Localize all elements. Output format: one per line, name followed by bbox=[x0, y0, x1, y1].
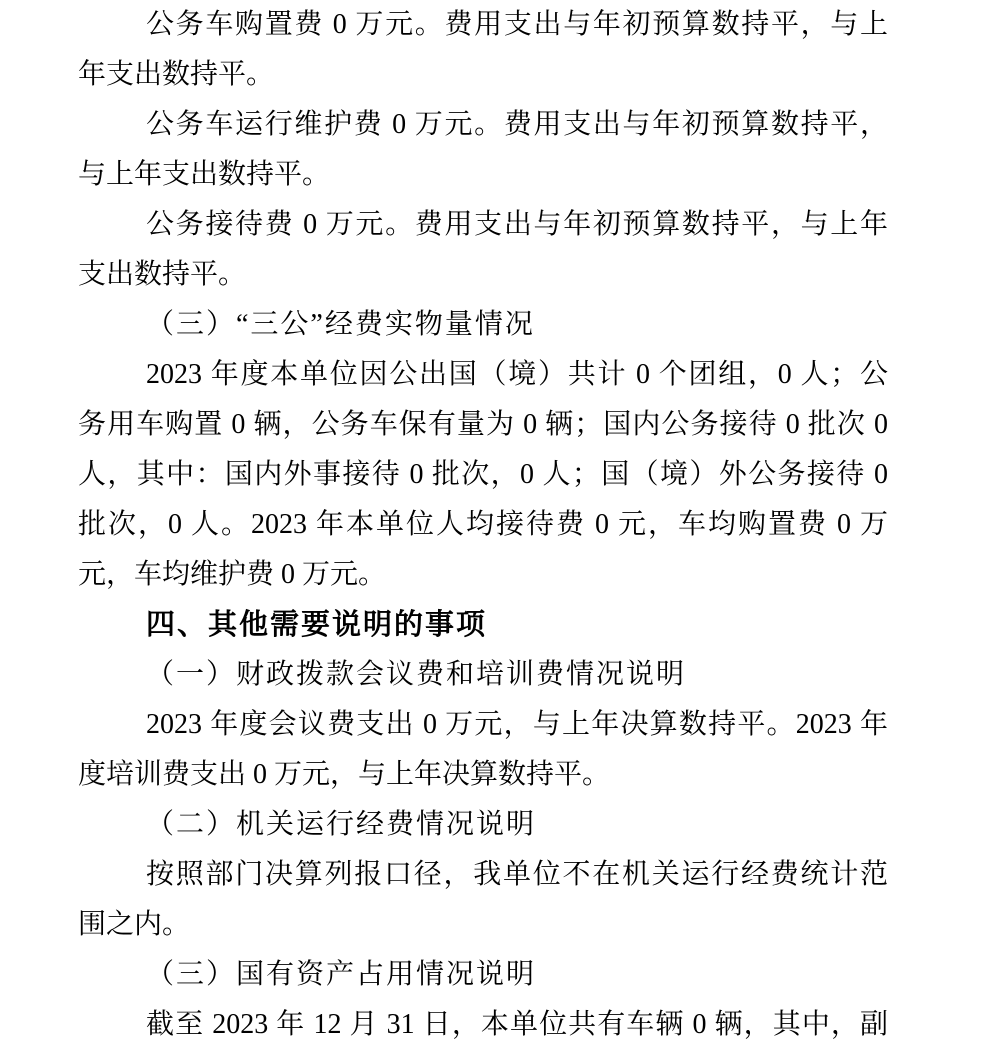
text-line: 2023 年度本单位因公出国（境）共计 0 个团组，0 人；公 bbox=[146, 359, 888, 390]
paragraph-body bbox=[78, 100, 888, 200]
paragraph-body bbox=[78, 0, 888, 100]
text-line: （一）财政拨款会议费和培训费情况说明 bbox=[146, 659, 687, 690]
text-line: 批次，0 人。2023 年本单位人均接待费 0 元，车均购置费 0 万 bbox=[78, 509, 888, 540]
sub-heading bbox=[78, 650, 888, 700]
text-line: 公务车运行维护费 0 万元。费用支出与年初预算数持平， bbox=[146, 109, 888, 140]
section-heading bbox=[78, 600, 888, 650]
text-line: 度培训费支出 0 万元，与上年决算数持平。 bbox=[78, 759, 611, 790]
text-line: 务用车购置 0 辆，公务车保有量为 0 辆；国内公务接待 0 批次 0 bbox=[78, 409, 888, 440]
text-line: 支出数持平。 bbox=[78, 259, 247, 290]
text-line: 与上年支出数持平。 bbox=[78, 159, 331, 190]
text-line: 截至 2023 年 12 月 31 日，本单位共有车辆 0 辆，其中，副 bbox=[146, 1009, 888, 1040]
text-line: 公务接待费 0 万元。费用支出与年初预算数持平，与上年 bbox=[146, 209, 888, 240]
text-line: 2023 年度会议费支出 0 万元，与上年决算数持平。2023 年 bbox=[146, 709, 888, 740]
paragraph-body bbox=[78, 350, 888, 600]
text-line: （三）国有资产占用情况说明 bbox=[146, 959, 537, 990]
text-line: 年支出数持平。 bbox=[78, 59, 275, 90]
paragraph-body bbox=[78, 700, 888, 800]
text-line: 人，其中：国内外事接待 0 批次，0 人；国（境）外公务接待 0 bbox=[78, 459, 888, 490]
text-line: 围之内。 bbox=[78, 909, 191, 940]
text-line: 元，车均维护费 0 万元。 bbox=[78, 559, 387, 590]
document-text-block bbox=[78, 0, 888, 1050]
sub-heading bbox=[78, 950, 888, 1000]
paragraph-body bbox=[78, 200, 888, 300]
text-line: 公务车购置费 0 万元。费用支出与年初预算数持平，与上 bbox=[146, 9, 888, 40]
text-line: 四、其他需要说明的事项 bbox=[146, 609, 488, 641]
text-line: （二）机关运行经费情况说明 bbox=[146, 809, 537, 840]
text-line: 按照部门决算列报口径，我单位不在机关运行经费统计范 bbox=[146, 859, 888, 890]
paragraph-body bbox=[78, 850, 888, 950]
sub-heading bbox=[78, 800, 888, 850]
text-line: （三）“三公”经费实物量情况 bbox=[146, 309, 535, 340]
sub-heading bbox=[78, 300, 888, 350]
